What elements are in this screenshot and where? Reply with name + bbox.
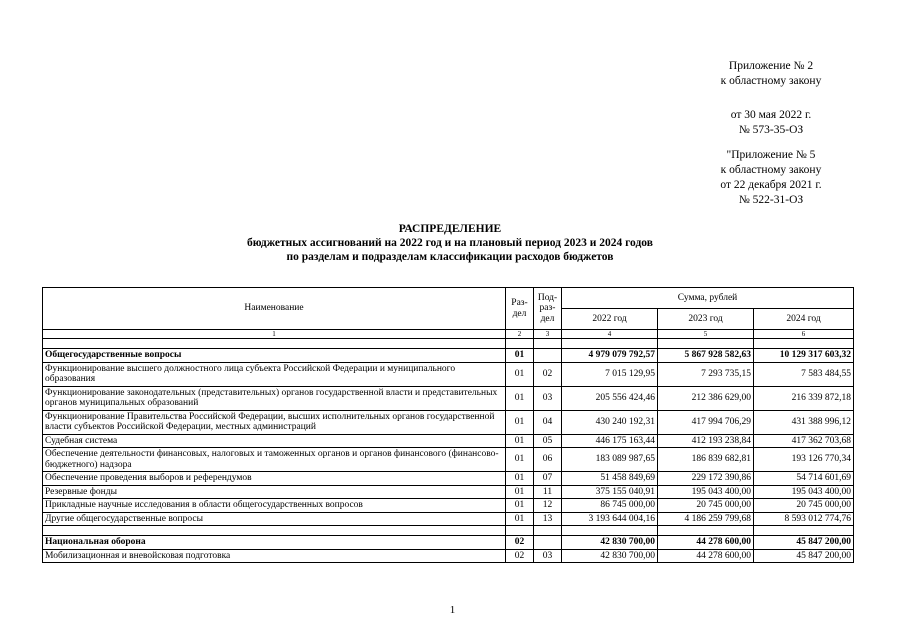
table-row <box>43 386 854 410</box>
title-line-3: по разделам и подразделам классификации расходов бюджетов <box>286 251 614 263</box>
row-podrazdel: 03 <box>534 386 562 410</box>
colnum-3: 3 <box>534 330 562 339</box>
table-row <box>43 472 854 486</box>
row-2023: 417 994 706,29 <box>658 410 754 434</box>
row-2023: 195 043 400,00 <box>658 485 754 499</box>
row-2023: 44 278 600,00 <box>658 536 754 550</box>
row-2023: 20 745 000,00 <box>658 499 754 513</box>
original-law-number: № 522-31-ОЗ <box>738 194 804 206</box>
row-podrazdel: 06 <box>534 448 562 472</box>
row-razdel: 01 <box>506 499 534 513</box>
appendix-header <box>701 59 841 89</box>
row-2022: 51 458 849,69 <box>562 472 658 486</box>
colnum-4: 4 <box>562 330 658 339</box>
law-date: от 30 мая 2022 г. <box>730 109 812 121</box>
row-podrazdel: 12 <box>534 499 562 513</box>
row-2024: 417 362 703,68 <box>754 434 854 448</box>
row-razdel: 01 <box>506 472 534 486</box>
row-razdel: 01 <box>506 349 534 363</box>
budget-table <box>42 287 854 563</box>
row-razdel: 01 <box>506 448 534 472</box>
appendix-number: Приложение № 2 <box>728 60 814 72</box>
row-podrazdel: 03 <box>534 549 562 563</box>
row-2022: 42 830 700,00 <box>562 536 658 550</box>
row-2024: 45 847 200,00 <box>754 536 854 550</box>
table-row <box>43 362 854 386</box>
header-name: Наименование <box>43 288 506 330</box>
table-row <box>43 512 854 526</box>
row-2024: 10 129 317 603,32 <box>754 349 854 363</box>
page-number: 1 <box>449 604 456 616</box>
table-row <box>43 499 854 513</box>
row-2022: 42 830 700,00 <box>562 549 658 563</box>
colnum-6: 6 <box>754 330 854 339</box>
column-number-row <box>43 330 854 339</box>
row-2023: 186 839 682,81 <box>658 448 754 472</box>
row-2022: 375 155 040,91 <box>562 485 658 499</box>
row-razdel: 01 <box>506 434 534 448</box>
law-number: № 573-35-ОЗ <box>738 124 804 136</box>
row-razdel: 01 <box>506 386 534 410</box>
colnum-5: 5 <box>658 330 754 339</box>
table-row <box>43 349 854 363</box>
row-podrazdel <box>534 536 562 550</box>
table-row <box>43 485 854 499</box>
header-2022: 2022 год <box>562 309 658 330</box>
row-2023: 4 186 259 799,68 <box>658 512 754 526</box>
row-2022: 4 979 079 792,57 <box>562 349 658 363</box>
law-date-block <box>701 108 841 138</box>
table-row <box>43 448 854 472</box>
row-2023: 229 172 390,86 <box>658 472 754 486</box>
row-2024: 195 043 400,00 <box>754 485 854 499</box>
spacer-row <box>43 339 854 349</box>
colnum-2: 2 <box>506 330 534 339</box>
table-row <box>43 410 854 434</box>
row-2022: 86 745 000,00 <box>562 499 658 513</box>
row-2024: 216 339 872,18 <box>754 386 854 410</box>
row-name: Прикладные научные исследования в области общегосударственных вопросов <box>43 499 506 513</box>
row-2024: 8 593 012 774,76 <box>754 512 854 526</box>
spacer-row <box>43 526 854 536</box>
original-law-ref: к областному закону <box>720 164 822 176</box>
row-name: Обеспечение деятельности финансовых, налоговых и таможенных органов и органов финансового (финансово-бюджетного) надзора <box>43 448 506 472</box>
header-summa: Сумма, рублей <box>562 288 854 309</box>
row-2023: 44 278 600,00 <box>658 549 754 563</box>
table-header-row <box>43 288 854 309</box>
row-2023: 212 386 629,00 <box>658 386 754 410</box>
row-name: Функционирование законодательных (представительных) органов государственной власти и представительных органов муниципальных образований <box>43 386 506 410</box>
row-podrazdel: 05 <box>534 434 562 448</box>
row-2024: 7 583 484,55 <box>754 362 854 386</box>
row-name: Судебная система <box>43 434 506 448</box>
row-name: Мобилизационная и вневойсковая подготовка <box>43 549 506 563</box>
header-2023: 2023 год <box>658 309 754 330</box>
header-2024: 2024 год <box>754 309 854 330</box>
row-name: Функционирование Правительства Российской Федерации, высших исполнительных органов государственной власти субъектов Российской Федерации, местных администраций <box>43 410 506 434</box>
row-2024: 54 714 601,69 <box>754 472 854 486</box>
row-razdel: 01 <box>506 410 534 434</box>
row-2024: 45 847 200,00 <box>754 549 854 563</box>
table-row <box>43 549 854 563</box>
row-razdel: 01 <box>506 512 534 526</box>
title-line-1: РАСПРЕДЕЛЕНИЕ <box>398 223 502 235</box>
original-appendix-block <box>701 148 841 208</box>
row-podrazdel <box>534 349 562 363</box>
row-razdel: 02 <box>506 536 534 550</box>
original-appendix-number: "Приложение № 5 <box>726 149 816 161</box>
row-razdel: 02 <box>506 549 534 563</box>
table-row <box>43 536 854 550</box>
row-podrazdel: 07 <box>534 472 562 486</box>
header-razdel: Раз-дел <box>506 288 534 330</box>
row-razdel: 01 <box>506 362 534 386</box>
header-podrazdel: Под-раз-дел <box>534 288 562 330</box>
title-line-2: бюджетных ассигнований на 2022 год и на плановый период 2023 и 2024 годов <box>247 237 653 249</box>
original-law-date: от 22 декабря 2021 г. <box>720 179 822 191</box>
row-razdel: 01 <box>506 485 534 499</box>
row-2022: 430 240 192,31 <box>562 410 658 434</box>
colnum-1: 1 <box>43 330 506 339</box>
table-row <box>43 434 854 448</box>
row-2022: 3 193 644 004,16 <box>562 512 658 526</box>
row-name: Национальная оборона <box>43 536 506 550</box>
row-podrazdel: 02 <box>534 362 562 386</box>
row-podrazdel: 04 <box>534 410 562 434</box>
row-name: Другие общегосударственные вопросы <box>43 512 506 526</box>
row-2022: 205 556 424,46 <box>562 386 658 410</box>
document-title <box>200 222 700 264</box>
row-2022: 446 175 163,44 <box>562 434 658 448</box>
row-podrazdel: 11 <box>534 485 562 499</box>
row-2023: 412 193 238,84 <box>658 434 754 448</box>
row-2023: 7 293 735,15 <box>658 362 754 386</box>
row-name: Функционирование высшего должностного лица субъекта Российской Федерации и муниципального образования <box>43 362 506 386</box>
row-name: Обеспечение проведения выборов и референдумов <box>43 472 506 486</box>
row-name: Общегосударственные вопросы <box>43 349 506 363</box>
row-podrazdel: 13 <box>534 512 562 526</box>
row-name: Резервные фонды <box>43 485 506 499</box>
row-2024: 431 388 996,12 <box>754 410 854 434</box>
row-2024: 193 126 770,34 <box>754 448 854 472</box>
appendix-law-ref: к областному закону <box>720 75 822 87</box>
row-2023: 5 867 928 582,63 <box>658 349 754 363</box>
row-2022: 7 015 129,95 <box>562 362 658 386</box>
row-2022: 183 089 987,65 <box>562 448 658 472</box>
row-2024: 20 745 000,00 <box>754 499 854 513</box>
